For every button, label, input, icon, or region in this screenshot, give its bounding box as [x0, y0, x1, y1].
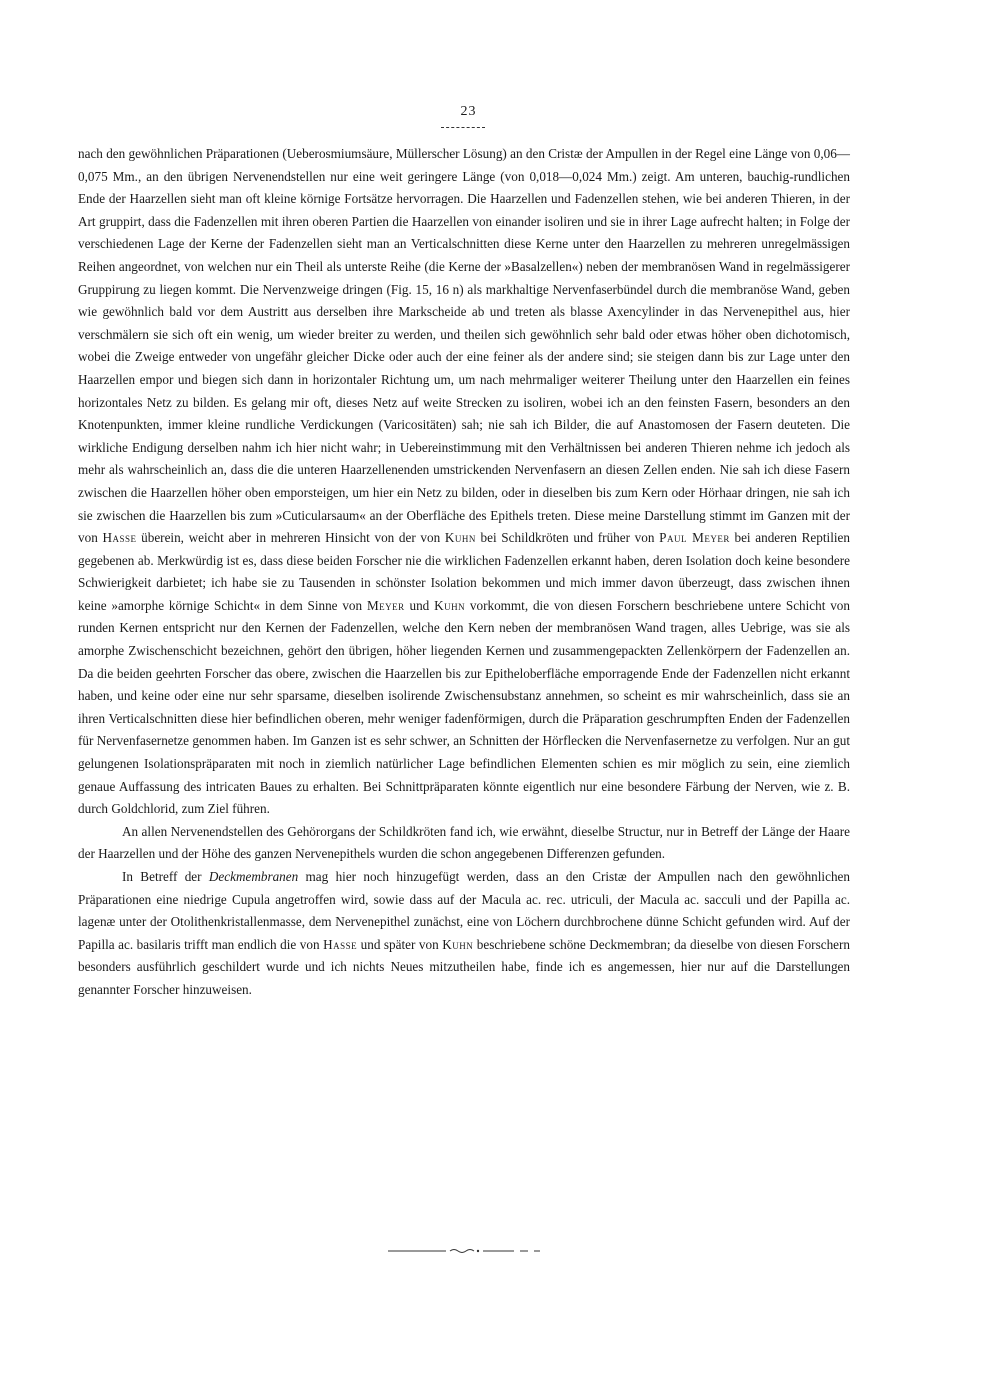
text-run: und: [404, 597, 435, 613]
author-name: Meyer: [366, 597, 405, 613]
text-run: überein, weicht aber in mehreren Hinsicht von der von: [136, 530, 445, 546]
text-run: An allen Nervenendstellen des Gehörorgans der Schildkröten fand ich, wie erwähnt, dieselbe Structur, nur in Betreff der Länge der Haare der Haarzellen und der Höhe des ganzen Nervenepithels wurden die schon angegebenen Differenzen gefunden.: [78, 823, 850, 862]
text-run: mag hier noch hinzugefügt werden, dass an den Cristæ der Ampullen nach den gewöhnlichen Präparationen eine niedrige Cupula angetroffen wird, sowie dass auf der Macula ac. rec. utriculi, der Macula ac. sacculi und der Papilla ac. lagenæ unter der Otolithenkristallenmasse, dem Nervenepithel zunächst, eine von Löchern durchbrochene dünne Schicht gefunden wird. Auf der Papilla ac. basilaris trifft man endlich die von: [78, 869, 850, 952]
text-run: und später von: [357, 936, 443, 952]
text-run: bei anderen Reptilien gegebenen ab. Merkwürdig ist es, dass diese beiden Forscher nie die wirklichen Fadenzellen erkannt haben, deren Isolation doch keine besondere Schwierigkeit darbietet; ich habe sie zu Tausenden in schönster Isolation bekommen und mich immer davon überzeugt, dass zwischen ihnen keine »amorphe körnige Schicht« in dem Sinne von: [78, 530, 850, 613]
author-name: Kuhn: [434, 597, 466, 613]
paragraph: [78, 866, 850, 1002]
header-rule: [441, 127, 485, 128]
text-run: beschriebene schöne Deckmembran; da dieselbe von diesen Forschern besonders ausführlich geschildert wurde und ich nichts Neues mitzutheilen habe, finde ich es angemessen, hier nur auf die Darstellungen genannter Forscher hinzuweisen.: [78, 936, 850, 997]
text-run: bei Schildkröten und früher von: [475, 530, 660, 546]
author-name: Hasse: [102, 530, 137, 546]
body-text: [78, 143, 850, 1002]
page-number: 23: [460, 104, 477, 119]
author-name: Kuhn: [444, 530, 476, 546]
author-name: Paul Meyer: [659, 530, 730, 546]
text-run: nach den gewöhnlichen Präparationen (Ueberosmiumsäure, Müllerscher Lösung) an den Cristæ der Ampullen in der Regel eine Länge von 0,06—0,075 Mm., an den übrigen Nervenendstellen nur eine weit geringere Länge (von 0,018—0,024 Mm.) zeigt. Am unteren, bauchig-rundlichen Ende der Haarzellen sieht man oft kleine körnige Fortsätze hervorragen. Die Haarzellen und Fadenzellen stehen, wie bei anderen Thieren, in der Art gruppirt, dass die Fadenzellen mit ihren oberen Partien die Haarzellen von einander isoliren und sie in ihrer Lage aufrecht halten; in Folge der verschiedenen Lage der Kerne der Fadenzellen sieht man an Verticalschnitten diese Kerne unter den Haarzellen zu mehreren unregelmässigen Reihen angeordnet, von welchen nur ein Theil als unterste Reihe (die Kerne der »Basalzellen«) neben der membranösen Wand in regelmässigerer Gruppirung zu liegen kommt. Die Nervenzweige dringen (Fig. 15, 16 n) als markhaltige Nervenfaserbündel durch die membranöse Wand, geben wie gewöhnlich bald vor dem Austritt aus derselben ihre Markscheide ab und treten als blasse Axencylinder in das Nervenepithel aus, hier verschmälern sie sich oft ein wenig, um wieder breiter zu werden, und theilen sich gewöhnlich sehr bald oder etwas höher oben dichotomisch, wobei die Zweige entweder von ungefähr gleicher Dicke oder auch der eine feiner als der andere sind; sie steigen dann bis zur Lage unter den Haarzellen empor und biegen sich dann in horizontaler Richtung um, um nach mehrmaliger weiterer Theilung unter den Haarzellen ein feines horizontales Netz zu bilden. Es gelang mir oft, dieses Netz auf weite Strecken zu isoliren, wobei ich an den feinsten Fasern, besonders an den Knotenpunkten, immer kleine rundliche Verdickungen (Varicositäten) sah; nie sah ich Bilder, die auf Anastomosen der Fasern deuteten. Die wirkliche Endigung derselben nahm ich hier nicht wahr; in Uebereinstimmung mit den Verhältnissen bei anderen Thieren nehme ich jedoch als mehr als wahrscheinlich an, dass die die unteren Haarzellenenden umstrickenden Nervenfasern an diesen Zellen enden. Nie sah ich diese Fasern zwischen die Haarzellen höher oben emporsteigen, um hier ein Netz zu bilden, oder in dieselben bis zum Kern oder Hörhaar dringen, nie sah ich sie zwischen die Haarzellen bis zum »Cuticularsaum« an der Oberfläche des Epithels treten. Diese meine Darstellung stimmt im Ganzen mit der von: [78, 146, 850, 546]
text-run: vorkommt, die von diesen Forschern beschriebene untere Schicht von runden Kernen entspricht nur den Kernen der Fadenzellen, welche den Kern neben der membranösen Wand tragen, alles Uebrige, was sie als amorphe Zwischenschicht bezeichnen, gehört den übrigen, höher liegenden Kernen und zusammengepackten Zellenkörpern der Fadenzellen an. Da die beiden geehrten Forscher das obere, zwischen die Haarzellen bis zur Epitheloberfläche emporragende Ende der Fadenzellen nicht erkannt haben, und keine oder eine nur sehr sparsame, dieselben isolirende Zwischensubstanz annehmen, so scheint es mir wahrscheinlich, dass sie an ihren Verticalschnitten diese hier befindlichen oberen, mehr weniger fadenförmigen, durch die Präparation geschrumpften Enden der Fadenzellen für Nervenfasernetze genommen haben. Im Ganzen ist es sehr schwer, an Schnitten der Hörflecken die Nervenfasernetze zu verfolgen. Nur an gut gelungenen Isolationspräparaten mit noch in ziemlich natürlicher Lage befindlichen Elementen schien es mir möglich zu sein, eine ziemlich genaue Auffassung des intricaten Baues zu erhalten. Bei Schnittpräparaten könnte eigentlich nur eine besondere Färbung der Nerven, wie z. B. durch Goldchlorid, zum Ziel führen.: [78, 597, 850, 817]
author-name: Kuhn: [442, 936, 474, 952]
paragraph: [78, 821, 850, 866]
emphasis-text: Deckmembranen: [208, 869, 299, 884]
author-name: Hasse: [323, 936, 358, 952]
paragraph: [78, 143, 850, 821]
text-run: In Betreff der: [122, 869, 209, 884]
end-ornament: [388, 1246, 548, 1256]
